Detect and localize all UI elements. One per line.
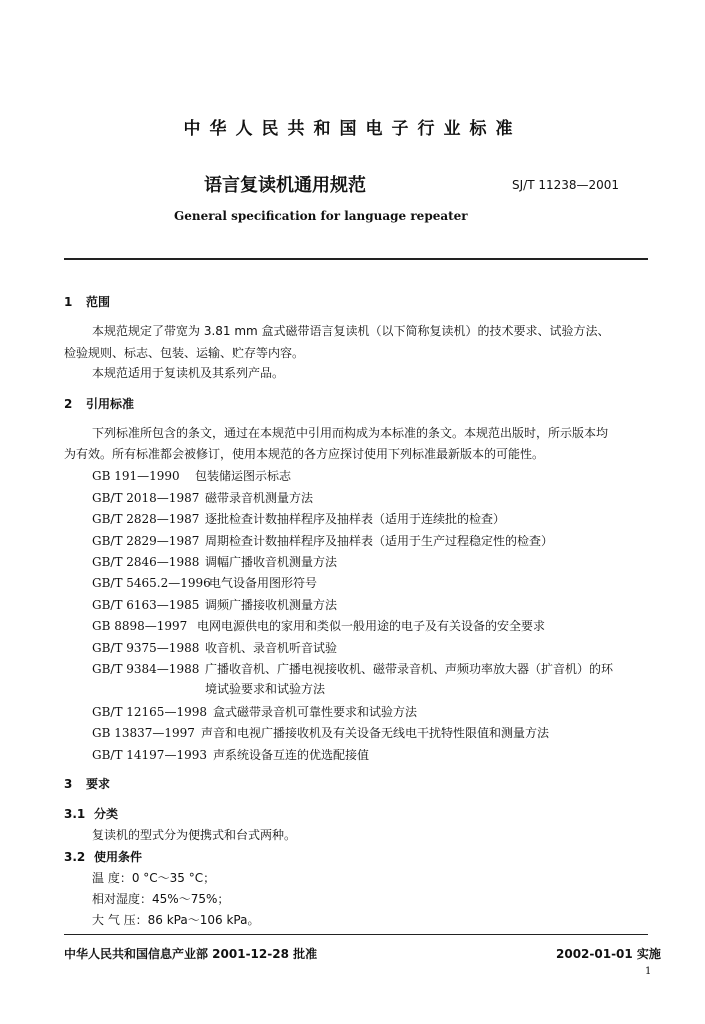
reference-title: 收音机、录音机听音试验	[205, 641, 338, 655]
reference-title: 盒式磁带录音机可靠性要求和试验方法	[213, 705, 418, 719]
reference-item	[92, 722, 549, 741]
section-3-1-heading	[64, 805, 118, 822]
reference-code: GB/T 2829—1987	[92, 534, 200, 548]
approval-line: 中华人民共和国信息产业部 2001-12-28 批准	[64, 947, 318, 961]
condition-humidity	[92, 890, 229, 907]
condition-value: 45%～75%；	[152, 892, 230, 906]
reference-item	[92, 637, 337, 656]
document-title: 语言复读机通用规范	[204, 175, 366, 196]
reference-code: GB/T 12165—1998	[92, 705, 207, 719]
reference-title: 逐批检查计数抽样程序及抽样表（适用于连续批的检查）	[205, 512, 506, 526]
reference-title: 广播收音机、广播电视接收机、磁带录音机、声频功率放大器（扩音机）的环	[205, 662, 614, 676]
reference-title: 电网电源供电的家用和类似一般用途的电子及有关设备的安全要求	[197, 619, 546, 633]
reference-code: GB/T 9375—1988	[92, 641, 200, 655]
reference-item	[92, 658, 613, 677]
section-2-paragraph-line: 为有效。所有标准都会被修订，使用本规范的各方应探讨使用下列标准最新版本的可能性。	[64, 447, 545, 461]
section-1-paragraph-line: 检验规则、标志、包装、运输、贮存等内容。	[64, 346, 305, 360]
classification-text: 复读机的型式分为便携式和台式两种。	[92, 828, 297, 842]
reference-code: GB/T 9384—1988	[92, 662, 200, 676]
reference-title-continuation: 境试验要求和试验方法	[205, 682, 326, 696]
reference-item	[92, 615, 545, 634]
section-title: 范围	[86, 295, 111, 309]
section-1-scope-paragraph: 本规范适用于复读机及其系列产品。	[92, 366, 285, 380]
section-2-heading	[64, 395, 134, 412]
condition-label: 温 度：	[92, 871, 132, 885]
reference-title: 调频广播接收机测量方法	[205, 598, 338, 612]
reference-item	[92, 508, 505, 527]
standard-number: SJ/T 11238—2001	[512, 178, 620, 192]
condition-pressure	[92, 911, 259, 928]
reference-item	[92, 487, 313, 506]
implementation-date: 2002-01-01 实施	[556, 947, 661, 961]
reference-title: 电气设备用图形符号	[209, 576, 318, 590]
reference-code: GB 13837—1997	[92, 726, 195, 740]
condition-temperature	[92, 869, 215, 886]
reference-item	[92, 530, 553, 549]
section-title: 要求	[86, 777, 111, 791]
condition-label: 相对湿度：	[92, 892, 153, 906]
section-2-paragraph-line: 下列标准所包含的条文，通过在本规范中引用而构成为本标准的条文。本规范出版时，所示版本均	[92, 426, 609, 440]
reference-title: 磁带录音机测量方法	[205, 491, 314, 505]
condition-value: 0 °C～35 °C；	[131, 871, 216, 885]
section-number: 3.2	[64, 850, 86, 864]
condition-value: 86 kPa～106 kPa。	[147, 913, 260, 927]
reference-title: 包装储运图示标志	[195, 469, 292, 483]
section-title: 使用条件	[94, 850, 143, 864]
reference-title: 声系统设备互连的优选配接值	[213, 748, 370, 762]
reference-item	[92, 551, 337, 570]
reference-code: GB/T 6163—1985	[92, 598, 200, 612]
reference-title: 调幅广播收音机测量方法	[205, 555, 338, 569]
reference-item	[92, 572, 317, 591]
reference-code: GB/T 2828—1987	[92, 512, 200, 526]
reference-code: GB/T 2018—1987	[92, 491, 200, 505]
section-1-heading	[64, 293, 110, 310]
section-number: 1	[64, 295, 73, 309]
header-divider	[64, 258, 648, 260]
section-number: 2	[64, 397, 73, 411]
section-1-paragraph-line: 本规范规定了带宽为 3.81 mm 盒式磁带语言复读机（以下简称复读机）的技术要求、试验方法、	[92, 324, 610, 338]
footer-divider	[64, 934, 648, 935]
page-number: 1	[645, 966, 652, 977]
reference-item	[92, 701, 417, 720]
reference-code: GB 8898—1997	[92, 619, 188, 633]
reference-title: 声音和电视广播接收机及有关设备无线电干扰特性限值和测量方法	[201, 726, 550, 740]
reference-title: 周期检查计数抽样程序及抽样表（适用于生产过程稳定性的检查）	[205, 534, 554, 548]
reference-code: GB/T 5465.2—1996	[92, 576, 211, 590]
section-title: 引用标准	[86, 397, 135, 411]
reference-item	[92, 744, 369, 763]
reference-item	[92, 465, 291, 484]
standard-category-title: 中华人民共和国电子行业标准	[183, 119, 522, 139]
section-3-heading	[64, 775, 110, 792]
reference-code: GB/T 14197—1993	[92, 748, 207, 762]
section-number: 3	[64, 777, 73, 791]
section-title: 分类	[94, 807, 119, 821]
section-number: 3.1	[64, 807, 86, 821]
condition-label: 大 气 压：	[92, 913, 148, 927]
reference-code: GB 191—1990	[92, 469, 180, 483]
reference-code: GB/T 2846—1988	[92, 555, 200, 569]
section-3-2-heading	[64, 848, 142, 865]
english-title: General specification for language repeater	[174, 209, 468, 223]
reference-item	[92, 594, 337, 613]
